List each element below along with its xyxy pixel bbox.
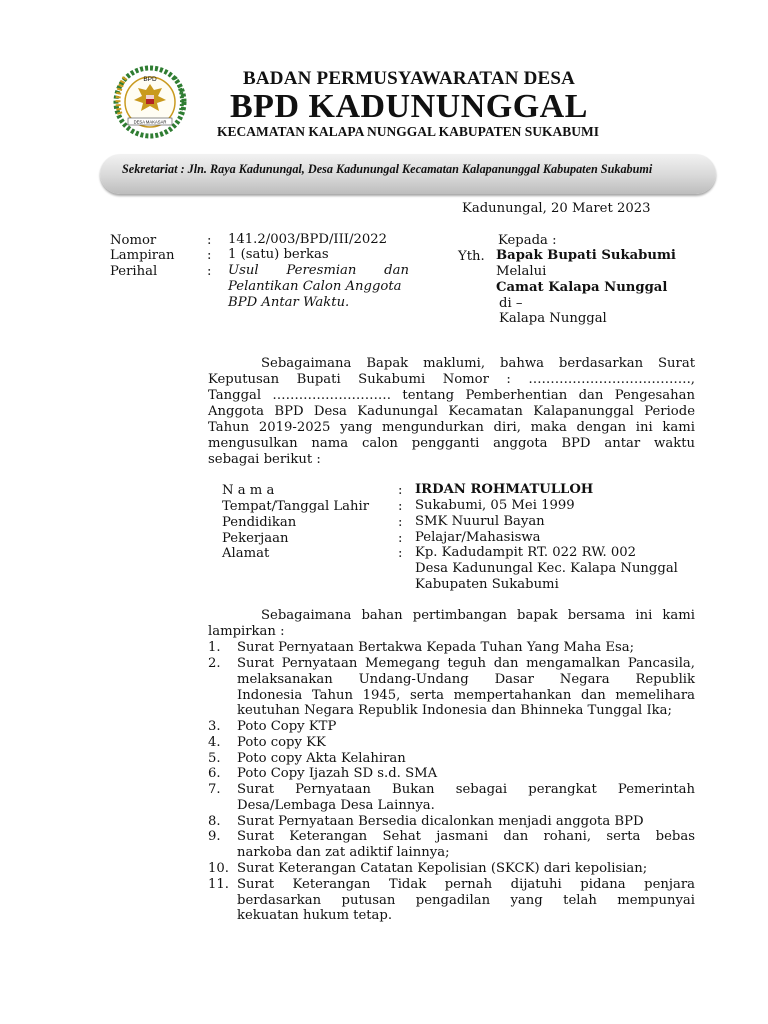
- attachment-line: Surat Pernyataan Bukan sebagai perangkat Pemerintah: [237, 782, 695, 797]
- attachment-line: Surat Keterangan Tidak pernah dijatuhi pidana penjara: [237, 877, 695, 892]
- para1-line: Sebagaimana Bapak maklumi, bahwa berdasarkan Surat: [261, 356, 695, 371]
- attachment-num: 8.: [208, 814, 221, 829]
- bpd-logo: [110, 64, 190, 140]
- candidate-colon: :: [398, 531, 403, 546]
- candidate-colon: :: [398, 515, 403, 530]
- candidate-ttl-label: Tempat/Tanggal Lahir: [222, 499, 370, 514]
- candidate-addr-line: Kabupaten Sukabumi: [415, 577, 559, 592]
- para1-line: Tahun 2019-2025 yang mengundurkan diri, maka dengan ini kami: [208, 420, 695, 435]
- para2-line: Sebagaimana bahan pertimbangan bapak bersama ini kami: [261, 608, 695, 623]
- para1-line: sebagai berikut :: [208, 452, 321, 467]
- attachment-line: Indonesia Tahun 1945, serta mempertahankan dan memelihara: [237, 688, 695, 703]
- attachment-num: 11.: [208, 877, 229, 892]
- attachment-line: Poto Copy Ijazah SD s.d. SMA: [237, 766, 438, 781]
- attachment-line: Surat Pernyataan Bertakwa Kepada Tuhan Yang Maha Esa;: [237, 640, 635, 655]
- attachment-line: Desa/Lembaga Desa Lainnya.: [237, 798, 435, 813]
- attachment-line: Poto copy KK: [237, 735, 326, 750]
- attachment-num: 4.: [208, 735, 221, 750]
- meta-value-lampiran: 1 (satu) berkas: [228, 247, 329, 262]
- para1-line: Keputusan Bupati Sukabumi Nomor : ……………………………….,: [208, 372, 695, 387]
- candidate-colon: :: [398, 499, 403, 514]
- attachment-line: Surat Pernyataan Bersedia dicalonkan menjadi anggota BPD: [237, 814, 644, 829]
- recipient-kepada: Kepada :: [498, 233, 557, 248]
- candidate-edu-label: Pendidikan: [222, 515, 297, 530]
- recipient-di: di –: [499, 296, 523, 311]
- candidate-job-label: Pekerjaan: [222, 531, 289, 546]
- meta-label-lampiran: Lampiran: [110, 248, 175, 263]
- attachment-num: 3.: [208, 719, 221, 734]
- meta-label-perihal: Perihal: [110, 264, 158, 279]
- candidate-edu-value: SMK Nuurul Bayan: [415, 514, 545, 529]
- attachment-num: 10.: [208, 861, 229, 876]
- attachment-line: Surat Pernyataan Memegang teguh dan mengamalkan Pancasila,: [237, 656, 695, 671]
- candidate-colon: :: [398, 483, 403, 498]
- attachment-num: 1.: [208, 640, 221, 655]
- recipient-to: Bapak Bupati Sukabumi: [496, 248, 676, 263]
- attachment-num: 2.: [208, 656, 221, 671]
- para1-line: Anggota BPD Desa Kadunungal Kecamatan Kalapanunggal Periode: [208, 404, 695, 419]
- org-region: KECAMATAN KALAPA NUNGGAL KABUPATEN SUKABUMI: [217, 124, 600, 139]
- candidate-addr-line: Kp. Kadudampit RT. 022 RW. 002: [415, 545, 637, 560]
- attachment-line: kekuatan hukum tetap.: [237, 908, 393, 923]
- para1-line: mengusulkan nama calon pengganti anggota BPD antar waktu: [208, 436, 695, 451]
- date-line: Kadunungal, 20 Maret 2023: [462, 201, 651, 216]
- meta-colon: :: [207, 233, 212, 248]
- attachment-num: 7.: [208, 782, 221, 797]
- candidate-name-value: IRDAN ROHMATULLOH: [415, 482, 594, 497]
- meta-value-perihal-line: Pelantikan Calon Anggota: [228, 279, 402, 294]
- org-line: BADAN PERMUSYAWARATAN DESA: [243, 68, 576, 89]
- candidate-addr-label: Alamat: [222, 546, 270, 561]
- attachment-line: Surat Keterangan Catatan Kepolisian (SKCK) dari kepolisian;: [237, 861, 648, 876]
- secretariat-text: Sekretariat : Jln. Raya Kadunungal, Desa Kadunungal Kecamatan Kalapanunggal Kabupaten Sukabumi: [122, 162, 653, 176]
- recipient-yth: Yth.: [458, 249, 485, 264]
- meta-colon: :: [207, 264, 212, 279]
- attachment-line: Poto copy Akta Kelahiran: [237, 751, 406, 766]
- attachment-line: berdasarkan putusan pengadilan yang telah mempunyai: [237, 893, 695, 908]
- candidate-addr-line: Desa Kadunungal Kec. Kalapa Nunggal: [415, 561, 678, 576]
- attachment-line: Poto Copy KTP: [237, 719, 337, 734]
- logo-text-top: BPD: [143, 76, 157, 83]
- logo-text-bottom: DESA MAKASAR: [133, 119, 167, 125]
- candidate-name-label: N a m a: [222, 483, 275, 498]
- meta-label-nomor: Nomor: [110, 233, 157, 248]
- attachment-num: 9.: [208, 829, 221, 844]
- org-name: BPD KADUNUNGGAL: [230, 88, 588, 125]
- candidate-ttl-value: Sukabumi, 05 Mei 1999: [415, 498, 575, 513]
- attachment-line: narkoba dan zat adiktif lainnya;: [237, 845, 450, 860]
- attachment-num: 6.: [208, 766, 221, 781]
- candidate-job-value: Pelajar/Mahasiswa: [415, 530, 541, 545]
- recipient-via-name: Camat Kalapa Nunggal: [496, 280, 668, 295]
- candidate-colon: :: [398, 546, 403, 561]
- meta-value-perihal-line: BPD Antar Waktu.: [228, 295, 350, 310]
- recipient-via: Melalui: [496, 264, 547, 279]
- attachment-line: keutuhan Negara Republik Indonesia dan Bhinneka Tunggal Ika;: [237, 703, 672, 718]
- recipient-place: Kalapa Nunggal: [499, 311, 607, 326]
- attachment-line: melaksanakan Undang-Undang Dasar Negara Republik: [237, 672, 695, 687]
- meta-value-perihal-line: Usul Peresmian dan: [228, 263, 409, 278]
- meta-value-nomor: 141.2/003/BPD/III/2022: [228, 232, 388, 247]
- secretariat-banner: [100, 154, 716, 194]
- attachment-num: 5.: [208, 751, 221, 766]
- para2-line: lampirkan :: [208, 624, 285, 639]
- meta-colon: :: [207, 248, 212, 263]
- para1-line: Tanggal ……………………… tentang Pemberhentian dan Pengesahan: [208, 388, 695, 403]
- attachment-line: Surat Keterangan Sehat jasmani dan rohani, serta bebas: [237, 829, 695, 844]
